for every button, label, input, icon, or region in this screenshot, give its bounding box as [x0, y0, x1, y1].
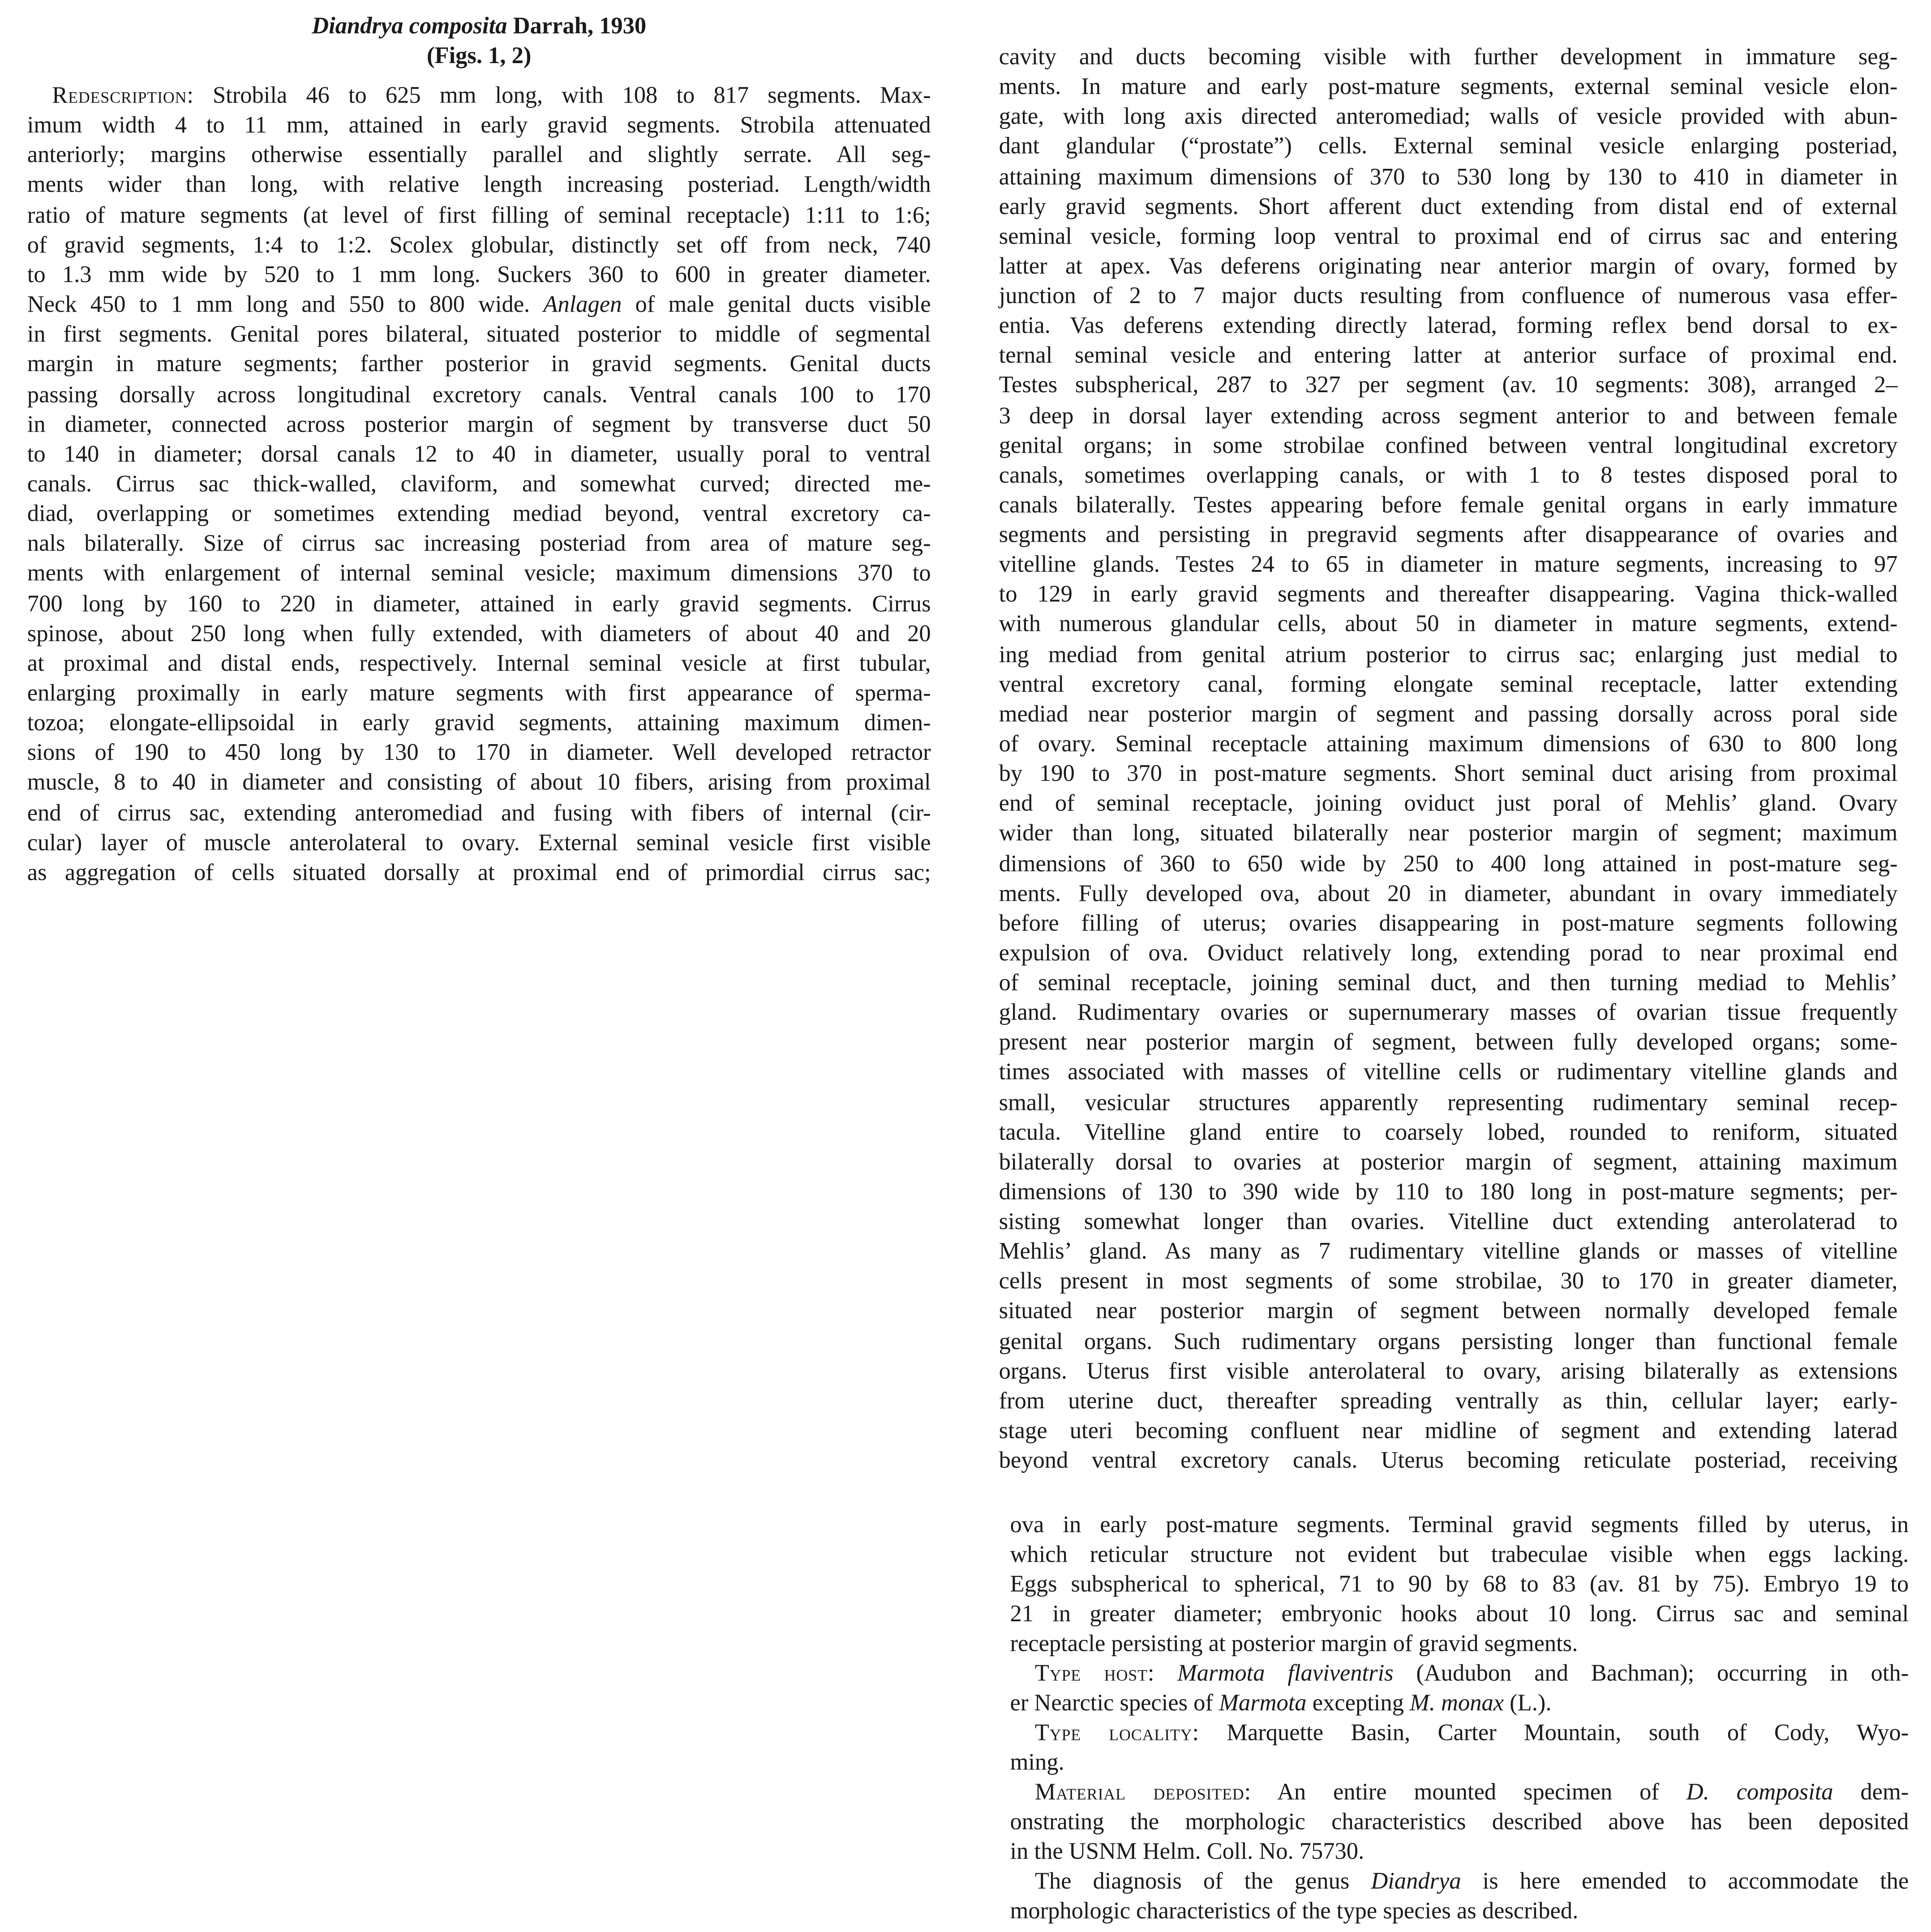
- text-span: Testes subspherical, 287 to 327 per segment (av. 10 segments: 308), arranged 2–: [999, 373, 1898, 399]
- text-span: vitelline glands. Testes 24 to 65 in diameter in mature segments, increasing to 97: [999, 552, 1898, 578]
- text-span: anteriorly; margins otherwise essentially parallel and slightly serrate. All seg-: [27, 142, 931, 169]
- text-span: cavity and ducts becoming visible with further development in immature seg-: [999, 44, 1898, 71]
- text-span: from uterine duct, thereafter spreading ventrally as thin, cellular layer; early-: [999, 1388, 1898, 1414]
- text-span: passing dorsally across longitudinal excretory canals. Ventral canals 100 to 170: [27, 381, 931, 408]
- text-span: gland. Rudimentary ovaries or supernumerary masses of ovarian tissue frequently: [999, 1000, 1898, 1026]
- text-span: nals bilaterally. Size of cirrus sac increasing posteriad from area of mature seg-: [27, 531, 931, 557]
- text-span: Strobila 46 to 625 mm long, with 108 to 817 segments. Max-: [193, 83, 931, 109]
- text-line: [999, 551, 1898, 581]
- text-line: [999, 312, 1898, 342]
- text-line: [999, 790, 1898, 819]
- text-line: [1010, 1600, 1909, 1630]
- text-span: by 190 to 370 in post-mature segments. Short seminal duct arising from proximal: [999, 761, 1898, 788]
- text-span: before filling of uterus; ovaries disappearing in post-mature segments following: [999, 910, 1898, 937]
- text-span: small, vesicular structures apparently representing rudimentary seminal recep-: [999, 1089, 1898, 1116]
- species-title: [27, 13, 931, 42]
- text-line: [999, 43, 1898, 73]
- section-label: Redescription:: [52, 83, 194, 109]
- text-span: ing mediad from genital atrium posterior to cirrus sac; enlarging just medial to: [999, 642, 1898, 668]
- text-span: to 129 in early gravid segments and thereafter disappearing. Vagina thick-walled: [999, 582, 1898, 608]
- text-span: ratio of mature segments (at level of first filling of seminal receptacle) 1:11 to 1:6;: [27, 202, 931, 229]
- text-span: 21 in greater diameter; embryonic hooks about 10 long. Cirrus sac and seminal: [1010, 1601, 1909, 1628]
- text-span: sisting somewhat longer than ovaries. Vitelline duct extending anterolaterad to: [999, 1209, 1898, 1235]
- text-line: [27, 620, 931, 649]
- text-line: [1010, 1838, 1909, 1868]
- text-span: seminal vesicle, forming loop ventral to proximal end of cirrus sac and entering: [999, 223, 1898, 250]
- text-line: [27, 111, 931, 141]
- text-span: ments wider than long, with relative length increasing posteriad. Length/width: [27, 172, 931, 199]
- text-line: [27, 679, 931, 709]
- text-line: [999, 1417, 1898, 1447]
- text-line: [999, 760, 1898, 789]
- text-span: (L.).: [1504, 1690, 1552, 1717]
- text-span: 700 long by 160 to 220 in diameter, attained in early gravid segments. Cirrus: [27, 591, 931, 617]
- text-line: [1035, 1719, 1909, 1748]
- italic-term: Anlagen: [543, 292, 622, 318]
- text-span: early gravid segments. Short afferent duct extending from distal end of external: [999, 193, 1898, 220]
- text-line: [999, 700, 1898, 730]
- section-label: Material deposited:: [1034, 1779, 1252, 1806]
- text-line: [1035, 1660, 1909, 1689]
- text-line: [27, 560, 931, 589]
- text-line: [27, 530, 931, 560]
- text-line: [999, 372, 1898, 401]
- text-line: [27, 291, 931, 321]
- text-line: [999, 879, 1898, 909]
- text-span: end of seminal receptacle, joining oviduct just poral of Mehlis’ gland. Ovary: [999, 791, 1898, 817]
- text-span: canals. Cirrus sac thick-walled, claviform, and somewhat curved; directed me-: [27, 471, 931, 497]
- text-line: [999, 133, 1898, 163]
- text-span: to 1.3 mm wide by 520 to 1 mm long. Suckers 360 to 600 in greater diameter.: [27, 262, 931, 288]
- text-line: [52, 81, 931, 111]
- text-span: dimensions of 130 to 390 wide by 110 to 180 long in post-mature segments; per-: [999, 1179, 1898, 1206]
- text-span: [1154, 1661, 1177, 1687]
- text-line: [999, 611, 1898, 640]
- text-line: [999, 730, 1898, 760]
- text-span: ova in early post-mature segments. Terminal gravid segments filled by uterus, in: [1010, 1512, 1909, 1538]
- text-line: [1010, 1897, 1909, 1927]
- text-span: ments with enlargement of internal seminal vesicle; maximum dimensions 370 to: [27, 561, 931, 587]
- text-line: [1010, 1541, 1909, 1570]
- text-span: of male genital ducts visible: [622, 292, 931, 318]
- text-line: [999, 402, 1898, 431]
- text-span: situated near posterior margin of segment between normally developed female: [999, 1298, 1898, 1325]
- text-line: [1010, 1630, 1909, 1659]
- text-line: [1010, 1808, 1909, 1838]
- text-span: stage uteri becoming confluent near midline of segment and extending laterad: [999, 1418, 1898, 1444]
- text-line: [1035, 1868, 1909, 1897]
- text-span: beyond ventral excretory canals. Uterus becoming reticulate posteriad, receiving: [999, 1448, 1898, 1474]
- italic-term: Marmota flaviventris: [1177, 1661, 1394, 1687]
- text-span: ventral excretory canal, forming elongate seminal receptacle, latter extending: [999, 672, 1898, 698]
- text-span: 3 deep in dorsal layer extending across segment anterior to and between female: [999, 403, 1898, 429]
- text-line: [999, 342, 1898, 372]
- text-span: mediad near posterior margin of segment and passing dorsally across poral side: [999, 701, 1898, 728]
- text-span: cells present in most segments of some strobilae, 30 to 170 in greater diameter,: [999, 1269, 1898, 1295]
- text-span: in diameter, connected across posterior margin of segment by transverse duct 50: [27, 411, 931, 438]
- text-span: onstrating the morphologic characteristics described above has been deposited: [1010, 1809, 1909, 1836]
- text-line: [999, 253, 1898, 282]
- text-span: enlarging proximally in early mature segments with first appearance of sperma-: [27, 681, 931, 707]
- text-span: junction of 2 to 7 major ducts resulting from confluence of numerous vasa effer-: [999, 283, 1898, 310]
- text-line: [1010, 1571, 1909, 1600]
- text-line: [999, 1328, 1898, 1357]
- text-span: expulsion of ova. Oviduct relatively long, extending porad to near proximal end: [999, 940, 1898, 967]
- text-span: ming.: [1010, 1750, 1064, 1776]
- text-line: [999, 461, 1898, 491]
- text-span: dant glandular (“prostate”) cells. External seminal vesicle enlarging posteriad,: [999, 134, 1898, 160]
- text-span: muscle, 8 to 40 in diameter and consisting of about 10 fibers, arising from proximal: [27, 770, 931, 797]
- text-span: ternal seminal vesicle and entering latter at anterior surface of proximal end.: [999, 343, 1898, 369]
- text-span: entia. Vas deferens extending directly laterad, forming reflex bend dorsal to ex-: [999, 313, 1898, 339]
- text-span: ments. Fully developed ova, about 20 in diameter, abundant in ovary immediately: [999, 881, 1898, 907]
- text-span: at proximal and distal ends, respectively. Internal seminal vesicle at first tubular,: [27, 651, 931, 677]
- text-span: spinose, about 250 long when fully extended, with diameters of about 40 and 20: [27, 621, 931, 647]
- text-line: [27, 590, 931, 619]
- text-line: [999, 1447, 1898, 1477]
- text-line: [1010, 1749, 1909, 1778]
- text-line: [999, 73, 1898, 103]
- text-span: of ovary. Seminal receptacle attaining maximum dimensions of 630 to 800 long: [999, 731, 1898, 758]
- text-span: tacula. Vitelline gland entire to coarsely lobed, rounded to reniform, situated: [999, 1119, 1898, 1146]
- text-line: [999, 820, 1898, 849]
- text-line: [999, 1178, 1898, 1208]
- text-line: [27, 141, 931, 171]
- text-span: organs. Uterus first visible anterolateral to ovary, arising bilaterally as extensions: [999, 1358, 1898, 1385]
- text-line: [27, 171, 931, 201]
- text-span: imum width 4 to 11 mm, attained in early gravid segments. Strobila attenuated: [27, 112, 931, 139]
- text-line: [999, 670, 1898, 700]
- text-line: [999, 641, 1898, 670]
- text-span: bilaterally dorsal to ovaries at posterior margin of segment, attaining maximum: [999, 1149, 1898, 1176]
- text-span: as aggregation of cells situated dorsally at proximal end of primordial cirrus sac;: [27, 860, 931, 886]
- italic-term: Diandrya: [1371, 1868, 1461, 1895]
- text-line: [999, 432, 1898, 461]
- text-span: with numerous glandular cells, about 50 in diameter in mature segments, extend-: [999, 612, 1898, 638]
- text-span: Neck 450 to 1 mm long and 550 to 800 wide.: [27, 292, 544, 318]
- text-line: [27, 650, 931, 679]
- text-span: of gravid segments, 1:4 to 1:2. Scolex globular, distinctly set off from neck, 740: [27, 232, 931, 259]
- text-line: [27, 411, 931, 440]
- text-span: segments and persisting in pregravid segments after disappearance of ovaries and: [999, 522, 1898, 548]
- text-span: sions of 190 to 450 long by 130 to 170 in diameter. Well developed retractor: [27, 740, 931, 767]
- text-span: dimensions of 360 to 650 wide by 250 to 400 long attained in post-mature seg-: [999, 851, 1898, 877]
- text-span: Eggs subspherical to spherical, 71 to 90 by 68 to 83 (av. 81 by 75). Embryo 19 to: [1010, 1572, 1909, 1598]
- text-span: to 140 in diameter; dorsal canals 12 to 40 in diameter, usually poral to ventral: [27, 441, 931, 468]
- text-line: [27, 470, 931, 500]
- text-line: [1035, 1778, 1909, 1808]
- text-line: [999, 223, 1898, 252]
- text-line: [999, 193, 1898, 222]
- text-line: [1010, 1689, 1909, 1719]
- text-line: [27, 709, 931, 739]
- text-span: genital organs; in some strobilae confined between ventral longitudinal excretory: [999, 433, 1898, 459]
- text-line: [999, 163, 1898, 193]
- text-span: receptacle persisting at posterior margin of gravid segments.: [1010, 1631, 1578, 1658]
- text-span: canals, sometimes overlapping canals, or with 1 to 8 testes disposed poral to: [999, 463, 1898, 489]
- text-span: in the USNM Helm. Coll. No. 75730.: [1010, 1839, 1365, 1865]
- italic-term: M. monax: [1410, 1690, 1504, 1717]
- text-line: [27, 351, 931, 380]
- text-line: [27, 829, 931, 858]
- text-line: [999, 1238, 1898, 1268]
- text-line: [27, 231, 931, 261]
- text-line: [999, 909, 1898, 939]
- text-span: genital organs. Such rudimentary organs persisting longer than functional female: [999, 1328, 1898, 1355]
- text-line: [999, 1357, 1898, 1387]
- figure-reference: (Figs. 1, 2): [427, 43, 532, 69]
- text-line: [999, 103, 1898, 133]
- text-line: [1010, 1511, 1909, 1541]
- text-line: [999, 999, 1898, 1028]
- text-span: present near posterior margin of segment, between fully developed organs; some-: [999, 1030, 1898, 1056]
- italic-term: D. composita: [1686, 1779, 1833, 1806]
- text-span: times associated with masses of vitelline cells or rudimentary vitelline glands and: [999, 1060, 1898, 1086]
- text-line: [999, 521, 1898, 551]
- species-author: Darrah, 1930: [507, 13, 647, 40]
- text-line: [999, 969, 1898, 998]
- text-span: (Audubon and Bachman); occurring in oth-: [1393, 1661, 1909, 1687]
- text-line: [27, 440, 931, 470]
- text-span: An entire mounted specimen of: [1251, 1779, 1686, 1806]
- text-span: ments. In mature and early post-mature segments, external seminal vesicle elon-: [999, 74, 1898, 101]
- text-span: in first segments. Genital pores bilateral, situated posterior to middle of segmental: [27, 322, 931, 348]
- species-name: Diandrya composita: [312, 13, 507, 40]
- text-line: [999, 1387, 1898, 1417]
- text-line: [27, 769, 931, 799]
- text-line: [999, 1029, 1898, 1058]
- text-span: gate, with long axis directed anteromediad; walls of vesicle provided with abun-: [999, 104, 1898, 130]
- text-span: morphologic characteristics of the type species as described.: [1010, 1898, 1579, 1925]
- text-line: [27, 500, 931, 530]
- text-span: end of cirrus sac, extending anteromediad and fusing with fibers of internal (cir-: [27, 800, 931, 827]
- text-line: [27, 859, 931, 888]
- text-span: which reticular structure not evident but trabeculae visible when eggs lacking.: [1010, 1542, 1909, 1568]
- text-span: latter at apex. Vas deferens originating near anterior margin of ovary, formed by: [999, 253, 1898, 280]
- text-span: Mehlis’ gland. As many as 7 rudimentary vitelline glands or masses of vitelline: [999, 1239, 1898, 1265]
- text-span: excepting: [1306, 1690, 1410, 1717]
- text-span: Marquette Basin, Carter Mountain, south of Cody, Wyo-: [1199, 1720, 1909, 1747]
- text-line: [999, 1118, 1898, 1148]
- text-line: [999, 581, 1898, 610]
- text-span: attaining maximum dimensions of 370 to 530 long by 130 to 410 in diameter in: [999, 164, 1898, 190]
- text-line: [999, 1088, 1898, 1118]
- text-line: [27, 381, 931, 410]
- text-line: [27, 799, 931, 828]
- section-label: Type host:: [1034, 1661, 1155, 1687]
- text-line: [27, 201, 931, 231]
- italic-term: Marmota: [1219, 1690, 1307, 1717]
- text-line: [999, 1298, 1898, 1327]
- text-span: margin in mature segments; farther posterior in gravid segments. Genital ducts: [27, 351, 931, 378]
- text-line: [999, 491, 1898, 521]
- text-line: [999, 850, 1898, 879]
- text-line: [27, 321, 931, 350]
- text-line: [27, 261, 931, 291]
- text-line: [999, 1208, 1898, 1238]
- text-span: diad, overlapping or sometimes extending mediad beyond, ventral excretory ca-: [27, 501, 931, 527]
- text-line: [27, 739, 931, 769]
- section-label: Type locality:: [1034, 1720, 1199, 1747]
- text-line: [999, 1148, 1898, 1178]
- text-line: [999, 939, 1898, 969]
- text-span: tozoa; elongate-ellipsoidal in early gravid segments, attaining maximum dimen-: [27, 710, 931, 737]
- text-span: of seminal receptacle, joining seminal duct, and then turning mediad to Mehlis’: [999, 970, 1898, 997]
- text-span: cular) layer of muscle anterolateral to ovary. External seminal vesicle first visible: [27, 830, 931, 857]
- text-span: dem-: [1833, 1779, 1909, 1806]
- text-span: canals bilaterally. Testes appearing before female genital organs in early immature: [999, 492, 1898, 518]
- text-span: The diagnosis of the genus: [1034, 1868, 1371, 1895]
- text-line: [999, 1058, 1898, 1088]
- text-span: wider than long, situated bilaterally near posterior margin of segment; maximum: [999, 821, 1898, 847]
- text-span: is here emended to accommodate the: [1461, 1868, 1909, 1895]
- text-line: [999, 1268, 1898, 1297]
- text-span: er Nearctic species of: [1010, 1690, 1219, 1717]
- text-line: [999, 282, 1898, 312]
